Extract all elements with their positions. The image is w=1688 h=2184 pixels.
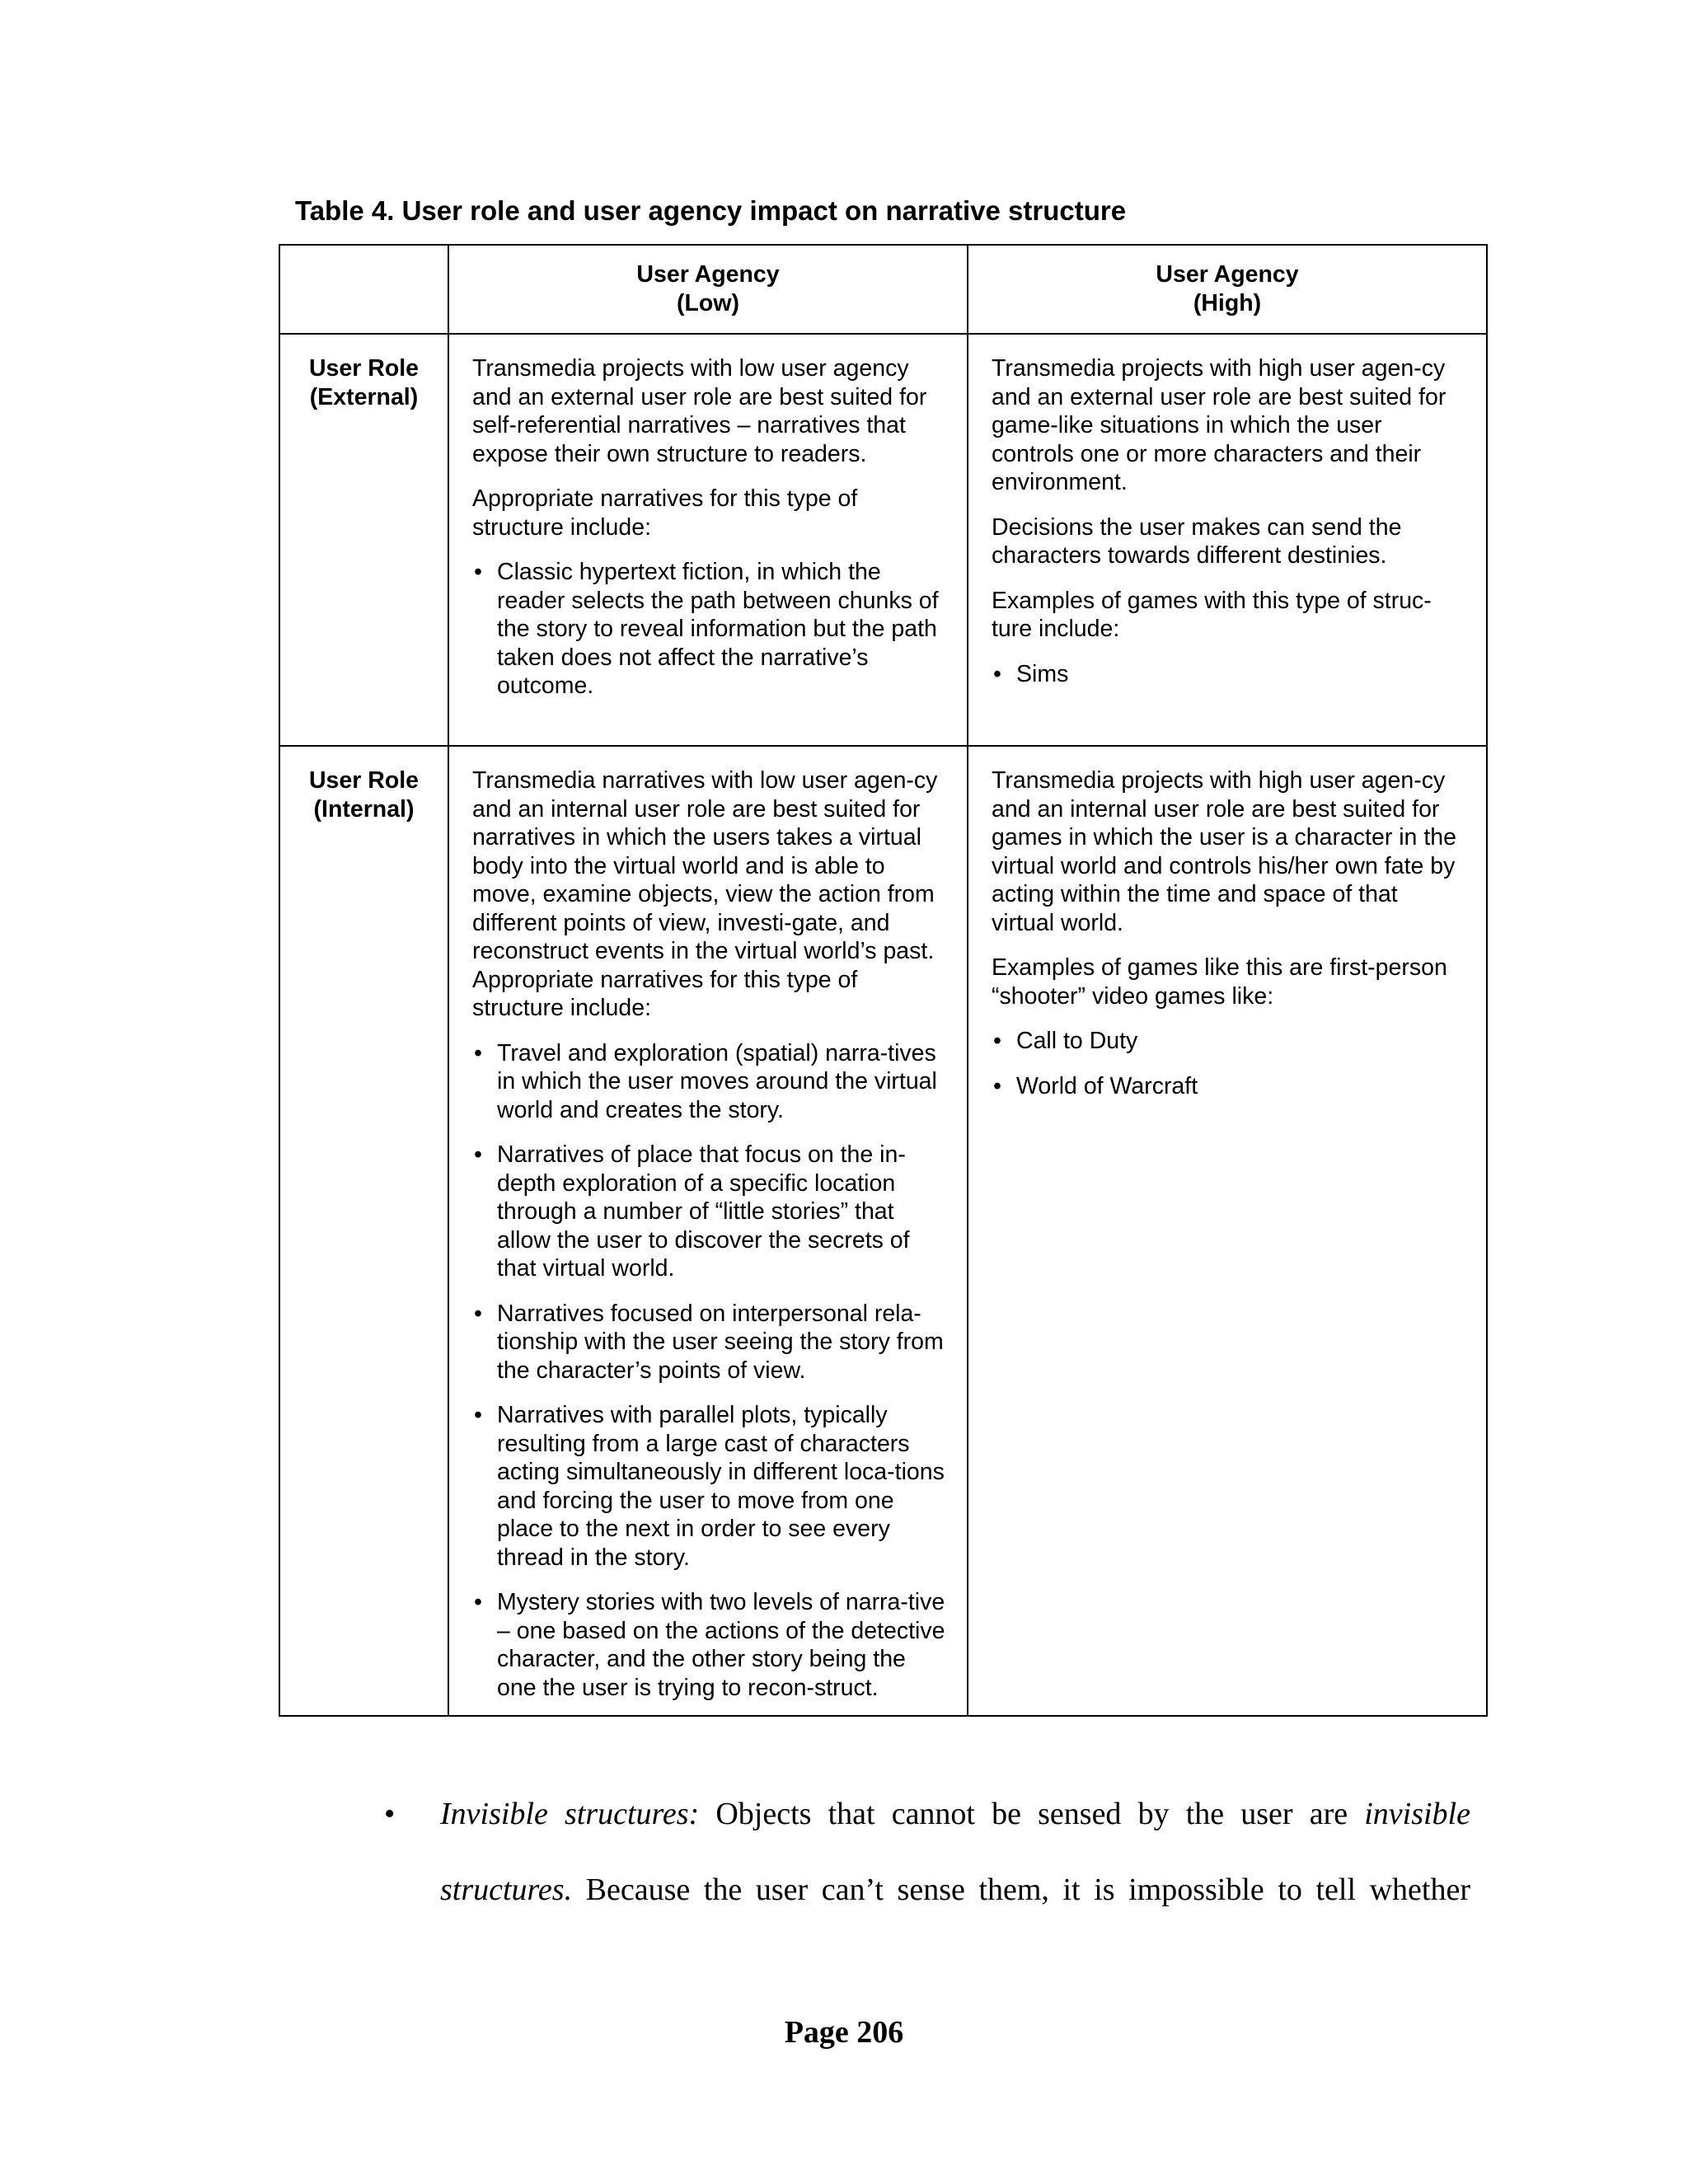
header-low-line2: (Low) xyxy=(677,289,739,316)
table-row-internal xyxy=(279,746,1487,1716)
list-item xyxy=(472,1300,945,1385)
paragraph-bullet-icon: • xyxy=(384,1797,396,1831)
role-external-line1: User Role xyxy=(308,355,420,382)
list-item-text: Classic hypertext fiction, in which the reader selects the path between chunks of the story to reveal information but the path taken does not affect the narrative’s outcome. xyxy=(497,559,939,699)
external-high-p2: Decisions the user makes can send the characters towards different destinies. xyxy=(992,513,1402,569)
internal-high-list xyxy=(992,1027,1465,1100)
list-item-text: Narratives of place that focus on the in-depth exploration of a specific location through a number of “little stories” that allow the user to discover the secrets of that virtual world. xyxy=(497,1141,910,1282)
bullet-icon: • xyxy=(474,559,482,585)
list-item-text: Narratives with parallel plots, typically resulting from a large cast of characters acting simultaneously in different loca-tions and forcing the user to move from one place to the next in order to see every thread in the story. xyxy=(497,1402,945,1571)
internal-high-cell xyxy=(968,746,1487,1716)
list-item-text: Narratives focused on interpersonal rela-tionship with the user seeing the story from the character’s points of view. xyxy=(497,1300,944,1384)
page-number: Page 206 xyxy=(784,2015,904,2050)
empty-corner-cell xyxy=(279,245,448,334)
user-role-agency-table xyxy=(279,244,1488,1717)
table-header-row xyxy=(279,245,1487,334)
header-low-agency xyxy=(448,245,968,334)
list-item-text: Mystery stories with two levels of narra-tive – one based on the actions of the detective character, and the other story being the one the user is trying to recon-struct. xyxy=(497,1589,945,1701)
role-internal-line2: (Internal) xyxy=(313,795,415,823)
list-item xyxy=(472,1039,945,1125)
table-caption: Table 4. User role and user agency impact on narrative structure xyxy=(295,195,1127,226)
list-item xyxy=(472,558,945,701)
text-before: Objects that cannot be sensed by the user are xyxy=(699,1797,1365,1831)
paragraph-text xyxy=(440,1776,1470,1928)
external-high-cell xyxy=(968,334,1487,746)
internal-high-p2: Examples of games like this are first-person “shooter” video games like: xyxy=(992,954,1447,1010)
role-external-cell xyxy=(279,334,448,746)
external-low-p2: Appropriate narratives for this type of structure include: xyxy=(472,485,858,541)
bullet-icon: • xyxy=(474,1402,482,1428)
internal-low-cell xyxy=(448,746,968,1716)
list-item xyxy=(992,660,1465,689)
role-external-line2: (External) xyxy=(309,383,419,410)
bullet-icon: • xyxy=(474,1589,482,1615)
header-high-line2: (High) xyxy=(1193,289,1262,316)
header-low-line1: User Agency xyxy=(636,261,780,288)
internal-high-p1: Transmedia projects with high user agen-cy and an internal user role are best suited for games in which the user is a character in the virtual world and controls his/her own fate by acting within the time and space of that virtual world. xyxy=(992,767,1456,936)
bullet-icon: • xyxy=(474,1300,482,1327)
list-item-text: Travel and exploration (spatial) narra-tives in which the user moves around the virtual world and creates the story. xyxy=(497,1039,937,1123)
external-high-p1: Transmedia projects with high user agen-cy and an external user role are best suited for game-like situations in which the user controls one or more characters and their environment. xyxy=(992,355,1447,495)
header-high-line1: User Agency xyxy=(1156,261,1299,288)
term-invisible-structures: Invisible structures: xyxy=(440,1797,700,1831)
external-high-list xyxy=(992,660,1465,689)
body-paragraph xyxy=(384,1776,1470,1928)
role-internal-cell xyxy=(279,746,448,1716)
table-row-external xyxy=(279,334,1487,746)
header-high-agency xyxy=(968,245,1487,334)
bullet-icon: • xyxy=(993,660,1001,687)
list-item xyxy=(472,1588,945,1702)
list-item xyxy=(992,1072,1465,1101)
term-invisible-structures-2: invisible structures. xyxy=(440,1797,1470,1907)
external-low-list xyxy=(472,558,945,701)
role-internal-line1: User Role xyxy=(308,767,420,794)
internal-low-list xyxy=(472,1039,945,1703)
text-after: Because the user can’t sense them, it is impossible to tell whether xyxy=(572,1872,1470,1907)
list-item xyxy=(992,1027,1465,1056)
bullet-icon: • xyxy=(993,1072,1001,1099)
bullet-icon: • xyxy=(474,1141,482,1168)
external-high-p3: Examples of games with this type of struc-ture include: xyxy=(992,587,1432,642)
list-item-text: Call to Duty xyxy=(1016,1028,1138,1054)
internal-low-p1: Transmedia narratives with low user agen-cy and an internal user role are best suited for narratives in which the users takes a virtual body into the virtual world and is able to move, examine objects, view the action from different points of view, investi-gate, and reconstruct events in the virtual world’s past. Appropriate narratives for this type of structure include: xyxy=(472,767,938,1021)
bullet-icon: • xyxy=(993,1028,1001,1054)
list-item xyxy=(472,1141,945,1283)
bullet-icon: • xyxy=(474,1039,482,1066)
list-item-text: World of Warcraft xyxy=(1016,1072,1198,1099)
list-item-text: Sims xyxy=(1016,660,1069,687)
external-low-cell xyxy=(448,334,968,746)
external-low-p1: Transmedia projects with low user agency and an external user role are best suited for self-referential narratives – narratives that expose their own structure to readers. xyxy=(472,355,927,467)
list-item xyxy=(472,1401,945,1572)
